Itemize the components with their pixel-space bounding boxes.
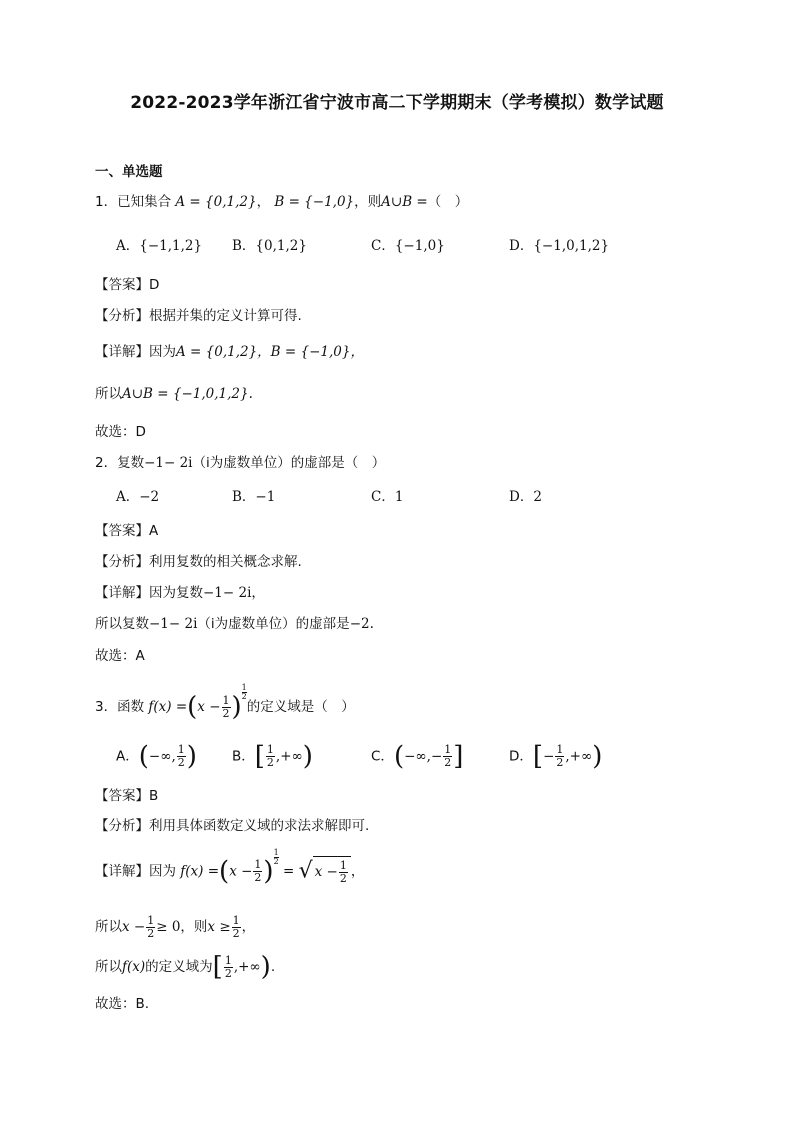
question-1-stem <box>95 192 468 212</box>
q2-detail-text: 因为复数 <box>149 585 203 601</box>
q1-union: A∪B = <box>381 194 428 210</box>
q1-option-a[interactable]: A．{−1,1,2} <box>116 238 203 254</box>
q1-detail-sets: A = {0,1,2}，B = {−1,0}， <box>176 344 364 360</box>
q2-so-tail: （i为虚数单位）的虚部是 <box>197 616 350 632</box>
q1-option-b[interactable]: B．{0,1,2} <box>232 238 307 254</box>
q3-option-d[interactable]: D．[− $\frac{1}{2}$ ,+∞) <box>509 741 603 772</box>
q2-so-value: −2. <box>349 616 374 632</box>
q3-number: 3． <box>95 699 118 715</box>
q2-detail-tag: 【详解】 <box>95 585 149 601</box>
q3-stem-b: 的定义域是（ ） <box>246 699 355 715</box>
q1-analysis-text: 根据并集的定义计算可得. <box>149 308 302 324</box>
q3-lparen: ( <box>187 692 198 722</box>
q3-fx: f(x) = <box>148 699 188 715</box>
q2-expr: −1− 2i <box>144 455 193 471</box>
q2-answer-tag: 【答案】 <box>95 523 149 539</box>
q2-detail-tail: ， <box>251 585 265 601</box>
q1-analysis <box>95 306 302 326</box>
q2-answer <box>95 521 158 541</box>
q1-answer-tag: 【答案】 <box>95 277 149 293</box>
q2-number: 2． <box>95 455 118 471</box>
q1-set-b: B = {−1,0} <box>274 194 355 210</box>
q1-so: 所以 <box>95 386 122 402</box>
q3-x-minus: x − <box>197 699 221 715</box>
q2-conclusion <box>95 614 374 634</box>
q2-option-b[interactable]: B．−1 <box>232 489 276 505</box>
q3-option-b[interactable]: B．[ $\frac{1}{2}$ ,+∞) <box>232 741 313 772</box>
q1-conclusion <box>95 384 253 404</box>
q3-conclusion-2: 所以f(x)的定义域为[ $\frac{1}{2}$ ,+∞). <box>95 952 276 982</box>
q1-detail-text: 因为 <box>149 344 176 360</box>
q3-half-fraction: $\frac{1}{2}$ <box>222 693 230 720</box>
q3-answer <box>95 786 158 806</box>
q2-choose: 故选：A <box>95 648 145 664</box>
q3-detail-text: 因为 <box>149 863 176 880</box>
q3-analysis-tag: 【分析】 <box>95 818 149 834</box>
question-3-stem <box>95 683 355 722</box>
sqrt-expression: √ x − $\frac{1}{2}$ <box>299 856 351 887</box>
q2-stem-a: 复数 <box>117 455 145 471</box>
q3-detail-tag: 【详解】 <box>95 863 149 880</box>
q2-so-expr: −1− 2i <box>149 616 198 632</box>
q1-stem-a: 已知集合 <box>117 194 172 210</box>
q3-answer-value: B <box>149 788 159 804</box>
question-2-stem <box>95 453 385 473</box>
q2-so: 所以复数 <box>95 616 149 632</box>
q1-option-d[interactable]: D．{−1,0,1,2} <box>509 238 610 254</box>
q1-analysis-tag: 【分析】 <box>95 308 149 324</box>
q3-option-a[interactable]: A．(−∞, $\frac{1}{2}$ ) <box>116 741 197 772</box>
q2-answer-value: A <box>149 523 159 539</box>
q3-conclusion-1: 所以x − $\frac{1}{2}$ ≥ 0，则x ≥ $\frac{1}{2}$ ， <box>95 913 256 940</box>
q3-exponent: $\frac{1}{2}$ <box>241 683 247 701</box>
q3-choose: 故选：B. <box>95 996 150 1012</box>
q1-option-c[interactable]: C．{−1,0} <box>371 238 445 254</box>
page-title: 2022-2023学年浙江省宁波市高二下学期期末（学考模拟）数学试题 <box>130 93 664 113</box>
q1-choose: 故选：D <box>95 424 146 440</box>
q3-analysis-text: 利用具体函数定义域的求法求解即可. <box>149 818 370 834</box>
q1-set-a: A = {0,1,2} <box>175 194 257 210</box>
q2-detail <box>95 583 265 603</box>
q2-option-c[interactable]: C．1 <box>371 489 404 505</box>
q2-analysis-tag: 【分析】 <box>95 554 149 570</box>
q2-analysis <box>95 552 302 572</box>
q1-answer <box>95 275 159 295</box>
q3-option-c[interactable]: C．(−∞,− $\frac{1}{2}$ ] <box>371 741 464 772</box>
q1-detail <box>95 342 364 362</box>
q1-answer-value: D <box>149 277 160 293</box>
q3-analysis <box>95 816 369 836</box>
q2-detail-expr: −1− 2i <box>203 585 252 601</box>
q2-analysis-text: 利用复数的相关概念求解. <box>149 554 302 570</box>
q1-stem-b: ，则 <box>354 194 382 210</box>
q3-detail: 【详解】因为 f(x) =(x − $\frac{1}{2}$ ) $\frac{1}{2}$ = √ x − $\frac{1}{2}$ ， <box>95 847 365 887</box>
q1-blank: （ ） <box>427 194 469 210</box>
q1-so-expr: A∪B = {−1,0,1,2}. <box>122 386 253 402</box>
section-heading: 一、单选题 <box>95 164 163 180</box>
q1-number: 1． <box>95 194 118 210</box>
q1-sep: ， <box>256 194 271 210</box>
q3-rparen: ) <box>231 692 242 722</box>
q2-option-d[interactable]: D．2 <box>509 489 542 505</box>
q2-option-a[interactable]: A．−2 <box>116 489 160 505</box>
q3-stem-a: 函数 <box>117 699 145 715</box>
q2-stem-b: （i为虚数单位）的虚部是（ ） <box>192 455 386 471</box>
q3-answer-tag: 【答案】 <box>95 788 149 804</box>
q1-detail-tag: 【详解】 <box>95 344 149 360</box>
